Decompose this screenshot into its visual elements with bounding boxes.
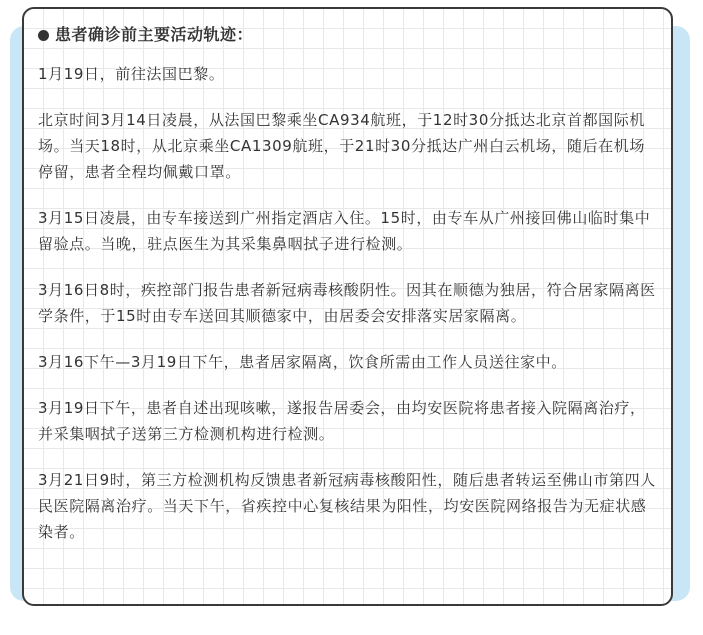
card-heading bbox=[38, 23, 657, 47]
paragraph-jan19: 1月19日，前往法国巴黎。 bbox=[38, 65, 225, 83]
paragraph-mar16-19: 3月16下午—3月19日下午，患者居家隔离，饮食所需由工作人员送往家中。 bbox=[38, 353, 567, 371]
paragraph-mar16: 3月16日8时，疾控部门报告患者新冠病毒核酸阴性。因其在顺德为独居，符合居家隔离医学条件，于15时由专车送回其顺德家中，由居委会安排落实居家隔离。 bbox=[38, 281, 656, 325]
paragraph-mar21: 3月21日9时，第三方检测机构反馈患者新冠病毒核酸阳性，随后患者转运至佛山市第四人民医院隔离治疗。当天下午，省疾控中心复核结果为阳性，均安医院网络报告为无症状感染者。 bbox=[38, 471, 656, 541]
paragraph-mar15: 3月15日凌晨，由专车接送到广州指定酒店入住。15时，由专车从广州接回佛山临时集中留验点。当晚，驻点医生为其采集鼻咽拭子进行检测。 bbox=[38, 209, 651, 253]
heading-text: 患者确诊前主要活动轨迹： bbox=[55, 25, 254, 44]
paragraph-mar19: 3月19日下午，患者自述出现咳嗽，遂报告居委会，由均安医院将患者接入院隔离治疗，并采集咽拭子送第三方检测机构进行检测。 bbox=[38, 399, 646, 443]
trajectory-card bbox=[22, 7, 673, 606]
paragraph-mar14: 北京时间3月14日凌晨，从法国巴黎乘坐CA934航班，于12时30分抵达北京首都国际机场。当天18时，从北京乘坐CA1309航班，于21时30分抵达广州白云机场，随后在机场停留，患者全程均佩戴口罩。 bbox=[38, 111, 645, 181]
bullet-dot-icon bbox=[38, 30, 49, 41]
